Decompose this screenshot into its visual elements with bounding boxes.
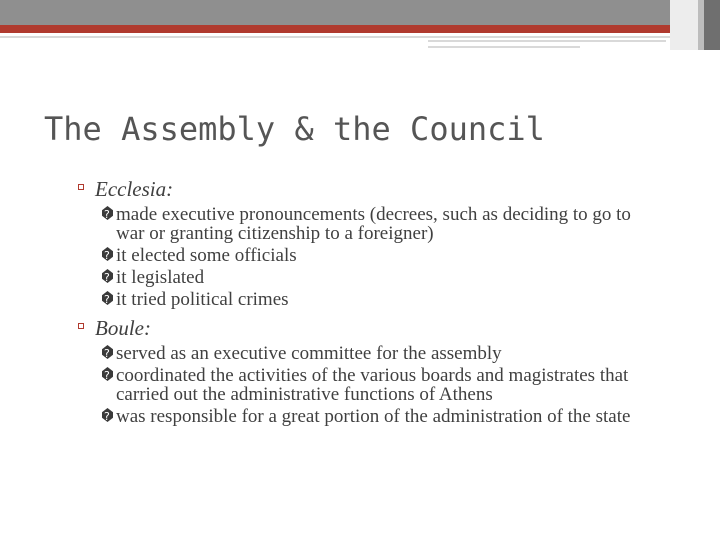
missing-glyph-icon xyxy=(102,247,113,261)
list-item-text: it legislated xyxy=(116,267,205,288)
missing-glyph-icon xyxy=(102,408,113,422)
list-item-text: it tried political crimes xyxy=(116,289,289,310)
missing-glyph-icon xyxy=(102,345,113,359)
list-item-text: coordinated the activities of the various boards and magistrates that carried out the administrative functions of Athens xyxy=(116,365,629,405)
header-rule xyxy=(0,36,720,38)
header-rule-short xyxy=(428,40,666,42)
section-heading-text: Ecclesia: xyxy=(95,177,174,201)
section-heading-ecclesia xyxy=(78,176,678,202)
list-item-text: made executive pronouncements (decrees, such as deciding to go to war or granting citizenship to a foreigner) xyxy=(116,204,631,244)
missing-glyph-icon xyxy=(102,291,113,305)
header-bar-red xyxy=(0,25,720,33)
missing-glyph-icon xyxy=(102,269,113,283)
slide-title: The Assembly & the Council xyxy=(44,110,545,148)
header-rule-shorter xyxy=(428,46,580,48)
slide-content xyxy=(78,176,678,426)
list-item-text: it elected some officials xyxy=(116,245,297,266)
section-heading-text: Boule: xyxy=(95,316,151,340)
list-item xyxy=(102,407,656,426)
list-item-text: was responsible for a great portion of the administration of the state xyxy=(116,406,631,427)
header-bar-gray xyxy=(0,0,720,25)
list-item xyxy=(102,246,656,265)
list-item xyxy=(102,344,656,363)
square-bullet-icon xyxy=(78,323,84,329)
section-heading-boule xyxy=(78,315,678,341)
list-item xyxy=(102,205,656,243)
list-item-text: served as an executive committee for the assembly xyxy=(116,343,502,364)
missing-glyph-icon xyxy=(102,206,113,220)
list-item xyxy=(102,366,656,404)
corner-block-dark xyxy=(704,0,720,50)
square-bullet-icon xyxy=(78,184,84,190)
missing-glyph-icon xyxy=(102,367,113,381)
list-item xyxy=(102,290,656,309)
list-item xyxy=(102,268,656,287)
